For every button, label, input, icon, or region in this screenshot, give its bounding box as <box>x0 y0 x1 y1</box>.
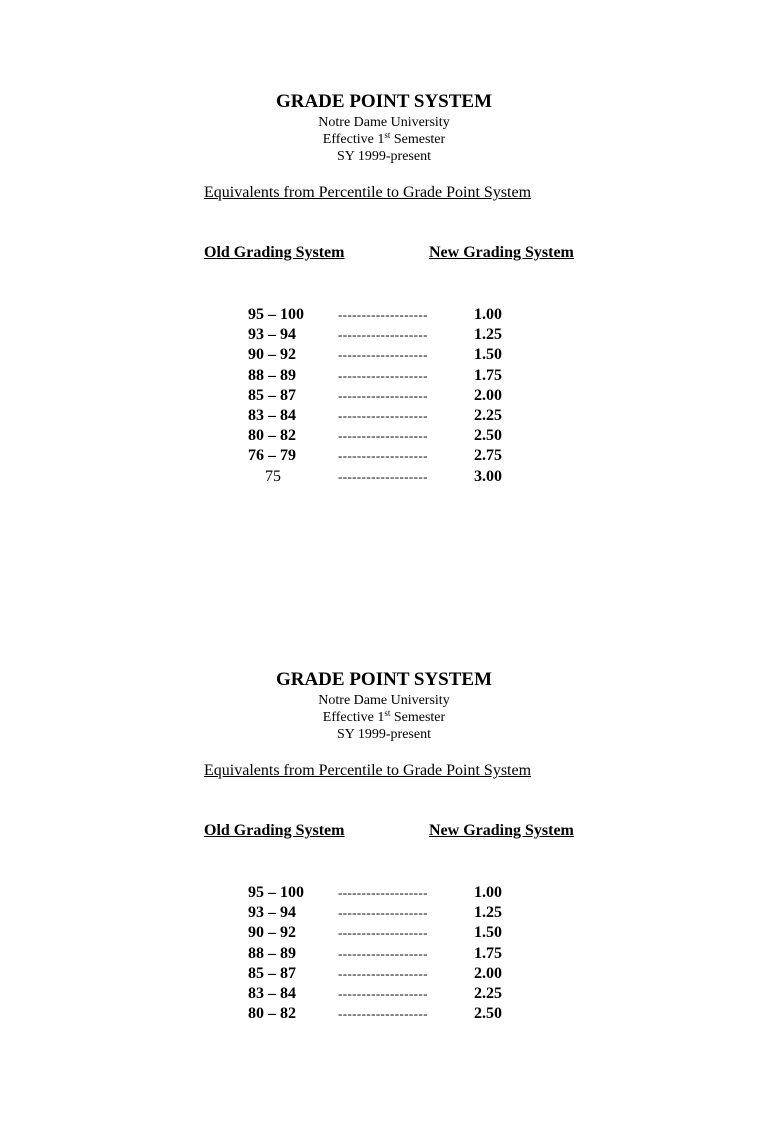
table-row <box>0 903 768 923</box>
percentile-range: 80 – 82 <box>248 427 296 445</box>
grade-point-value: 2.00 <box>474 964 502 982</box>
table-row <box>0 467 768 487</box>
grade-point-value: 2.00 <box>474 386 502 404</box>
percentile-range: 88 – 89 <box>248 944 296 962</box>
dash-separator: ------------------- <box>338 387 428 403</box>
grade-point-value: 2.75 <box>474 447 502 465</box>
table-row <box>0 345 768 365</box>
percentile-range: 93 – 94 <box>248 904 296 922</box>
dash-separator: ------------------- <box>338 428 428 444</box>
document-title: GRADE POINT SYSTEM <box>275 669 493 690</box>
effective-prefix: Effective 1 <box>322 132 385 147</box>
percentile-range: 90 – 92 <box>248 346 296 364</box>
dash-separator: ------------------- <box>338 347 428 363</box>
effective-prefix: Effective 1 <box>322 710 385 725</box>
percentile-range: 80 – 82 <box>248 1005 296 1023</box>
grade-point-document-page-2 <box>0 578 768 1138</box>
table-row <box>0 1004 768 1024</box>
dash-separator: ------------------- <box>338 468 428 484</box>
table-row <box>0 446 768 466</box>
grade-point-value: 2.50 <box>474 1005 502 1023</box>
dash-separator: ------------------- <box>338 307 428 322</box>
new-grading-header: New Grading System <box>429 822 574 839</box>
school-year: SY 1999-present <box>337 727 431 742</box>
grade-table <box>0 883 768 1024</box>
table-row <box>0 944 768 964</box>
dash-separator: ------------------- <box>338 925 428 941</box>
dash-separator: ------------------- <box>338 905 428 921</box>
old-grading-header: Old Grading System <box>204 244 345 261</box>
grade-point-value: 1.00 <box>474 306 502 323</box>
effective-suffix: Semester <box>390 132 446 147</box>
equivalents-heading: Equivalents from Percentile to Grade Point System <box>204 762 532 779</box>
effective-semester <box>0 131 768 148</box>
school-year: SY 1999-present <box>337 149 431 164</box>
grade-point-value: 1.50 <box>474 924 502 942</box>
effective-semester <box>0 709 768 726</box>
percentile-range: 95 – 100 <box>248 306 304 323</box>
percentile-range: 75 <box>265 467 281 485</box>
grade-point-value: 1.25 <box>474 904 502 922</box>
percentile-range: 76 – 79 <box>248 447 296 465</box>
table-row <box>0 406 768 426</box>
grade-point-value: 1.75 <box>474 944 502 962</box>
grade-point-value: 2.25 <box>474 406 502 424</box>
effective-suffix: Semester <box>390 710 446 725</box>
dash-separator: ------------------- <box>338 965 428 981</box>
dash-separator: ------------------- <box>338 367 428 383</box>
percentile-range: 83 – 84 <box>248 406 296 424</box>
table-row <box>0 426 768 446</box>
effective-superscript: st <box>384 708 391 718</box>
dash-separator: ------------------- <box>338 1006 428 1022</box>
university-name: Notre Dame University <box>318 115 450 130</box>
dash-separator: ------------------- <box>338 885 428 900</box>
equivalents-heading: Equivalents from Percentile to Grade Point System <box>204 184 532 201</box>
grade-point-value: 1.25 <box>474 326 502 344</box>
percentile-range: 88 – 89 <box>248 366 296 384</box>
percentile-range: 90 – 92 <box>248 924 296 942</box>
grade-point-value: 2.50 <box>474 427 502 445</box>
grade-table <box>0 305 768 487</box>
grade-point-value: 1.75 <box>474 366 502 384</box>
dash-separator: ------------------- <box>338 448 428 464</box>
new-grading-header: New Grading System <box>429 244 574 261</box>
percentile-range: 85 – 87 <box>248 386 296 404</box>
table-row <box>0 923 768 943</box>
percentile-range: 85 – 87 <box>248 964 296 982</box>
table-row <box>0 305 768 325</box>
table-row <box>0 964 768 984</box>
university-name: Notre Dame University <box>318 693 450 708</box>
percentile-range: 83 – 84 <box>248 984 296 1002</box>
table-row <box>0 386 768 406</box>
table-row <box>0 325 768 345</box>
percentile-range: 93 – 94 <box>248 326 296 344</box>
effective-superscript: st <box>384 130 391 140</box>
table-row <box>0 883 768 903</box>
grade-point-value: 1.50 <box>474 346 502 364</box>
document-title: GRADE POINT SYSTEM <box>275 91 493 112</box>
grade-point-value: 1.00 <box>474 884 502 901</box>
percentile-range: 95 – 100 <box>248 884 304 901</box>
dash-separator: ------------------- <box>338 327 428 343</box>
table-row <box>0 366 768 386</box>
grade-point-document-page-1 <box>0 0 768 560</box>
table-row <box>0 984 768 1004</box>
old-grading-header: Old Grading System <box>204 822 345 839</box>
grade-point-value: 3.00 <box>474 467 502 485</box>
dash-separator: ------------------- <box>338 945 428 961</box>
dash-separator: ------------------- <box>338 985 428 1001</box>
grade-point-value: 2.25 <box>474 984 502 1002</box>
dash-separator: ------------------- <box>338 407 428 423</box>
